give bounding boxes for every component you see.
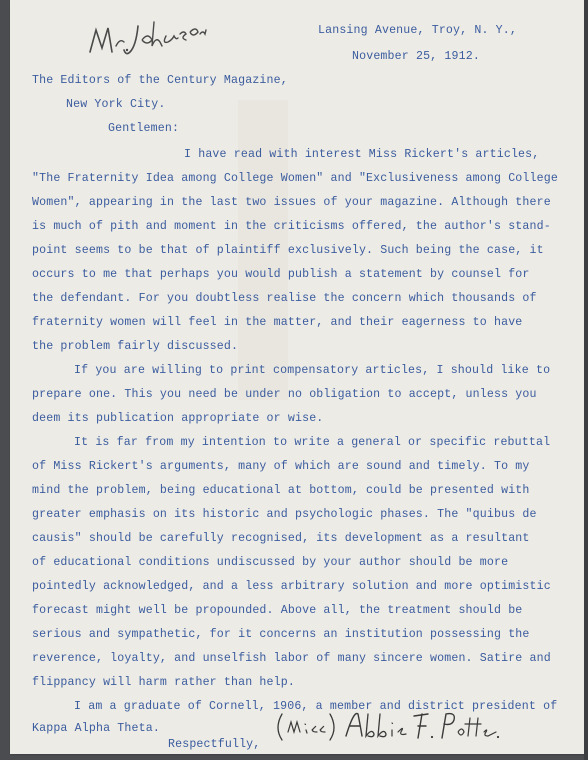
body-line: of educational conditions undiscussed by your author should be more [32,556,509,569]
body-line: occurs to me that perhaps you would publish a statement by counsel for [32,268,530,281]
body-line: the defendant. For you doubtless realise the concern which thousands of [32,292,537,305]
body-line: causis" should be carefully recognised, its development as a resultant [32,532,530,545]
body-line: prepare one. This you need be under no obligation to accept, unless you [32,388,537,401]
body-line: If you are willing to print compensatory articles, I should like to [74,364,551,377]
body-line: of Miss Rickert's arguments, many of which are sound and timely. To my [32,460,530,473]
body-line: deem its publication appropriate or wise. [32,412,324,425]
scan-edge [584,0,588,760]
letter-date: November 25, 1912. [352,50,480,63]
handwritten-signature [272,706,512,744]
body-line: Women", appearing in the last two issues of your magazine. Although there [32,196,551,209]
body-line: mind the problem, being educational at bottom, could be presented with [32,484,530,497]
body-line: I have read with interest Miss Rickert's articles, [184,148,540,161]
body-line: serious and sympathetic, for it concerns an institution possessing the [32,628,530,641]
body-line: flippancy will harm rather than help. [32,676,295,689]
body-line: the problem fairly discussed. [32,340,239,353]
body-line: point seems to be that of plaintiff exclusively. Such being the case, it [32,244,544,257]
body-line: is much of pith and moment in the criticisms offered, the author's stand- [32,220,551,233]
body-line: I am a graduate of Cornell, 1906, a member and district president of [74,700,558,713]
body-line: "The Fraternity Idea among College Women" and "Exclusiveness among College [32,172,558,185]
sender-address: Lansing Avenue, Troy, N. Y., [318,24,518,37]
body-line: fraternity women will feel in the matter, and their eagerness to have [32,316,523,329]
body-line: Kappa Alpha Theta. [32,722,160,735]
body-line: forecast might well be propounded. Above all, the treatment should be [32,604,523,617]
body-line: reverence, loyalty, and unselfish labor of many sincere women. Satire and [32,652,551,665]
recipient-city: New York City. [66,98,166,111]
body-line: pointedly acknowledged, and a less arbitrary solution and more optimistic [32,580,551,593]
body-line: greater emphasis on its historic and psychologic phases. The "quibus de [32,508,537,521]
handwritten-annotation [82,12,212,64]
body-line: It is far from my intention to write a general or specific rebuttal [74,436,551,449]
greeting: Gentlemen: [108,122,180,135]
recipient-line: The Editors of the Century Magazine, [32,74,288,87]
letter-page [10,0,584,754]
closing: Respectfully, [168,738,261,751]
